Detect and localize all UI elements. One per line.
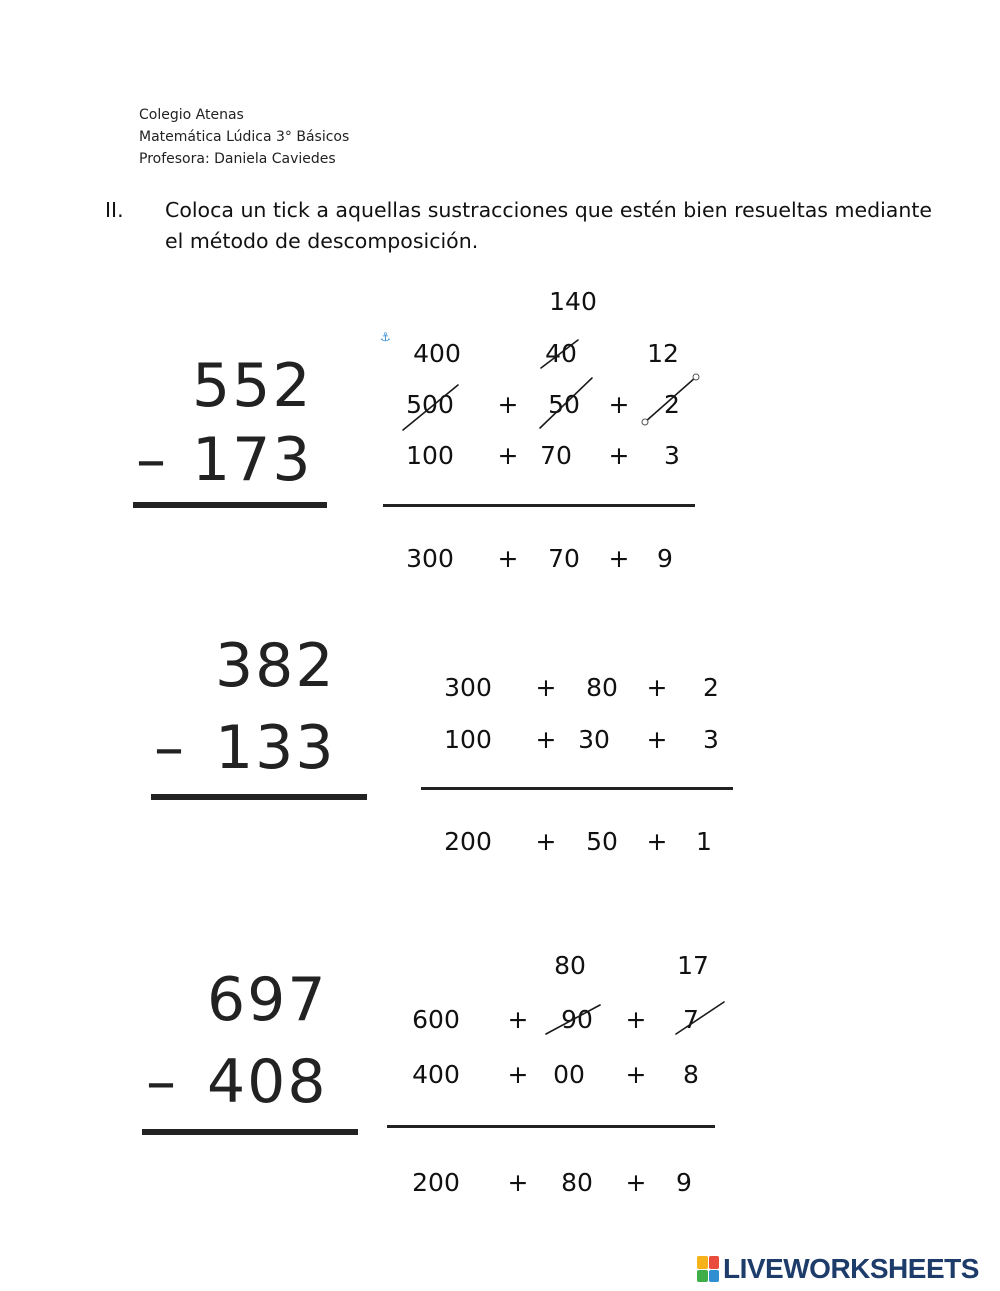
ex3-subtrahend: 408: [207, 1047, 328, 1117]
ex1-row2-plus: +: [608, 441, 630, 470]
logo-text: LIVEWORKSHEETS: [723, 1253, 979, 1284]
ex1-result-plus: +: [497, 544, 519, 573]
strike-handle[interactable]: [693, 374, 699, 380]
ex2-result-tens: 50: [586, 827, 618, 856]
ex1-result-ones: 9: [657, 544, 673, 573]
strike-2: [645, 377, 696, 422]
ex1-row2-ones: 3: [664, 441, 680, 470]
ex1-row1-plus: +: [497, 390, 519, 419]
logo-block: [709, 1256, 720, 1269]
ex3-row1-ones: 7: [683, 1005, 699, 1034]
ex2-row1-plus: +: [646, 673, 668, 702]
ex3-result-ones: 9: [676, 1168, 692, 1197]
course-name: Matemática Lúdica 3° Básicos: [139, 129, 350, 145]
ex2-row2-hundreds: 100: [444, 725, 492, 754]
strike-40: [541, 340, 578, 368]
ex2-row1-tens: 80: [586, 673, 618, 702]
strike-handle[interactable]: [642, 419, 648, 425]
strike-50: [540, 378, 592, 428]
ex1-regroup-tens: 40: [545, 339, 577, 368]
ex1-row1-tens: 50: [548, 390, 580, 419]
school-name: Colegio Atenas: [139, 107, 244, 123]
strike-500: [403, 385, 458, 430]
ex2-minuend: 382: [215, 631, 336, 701]
ex2-row1-ones: 2: [703, 673, 719, 702]
ex1-result-plus: +: [608, 544, 630, 573]
ex1-regroup-top: 140: [549, 287, 597, 316]
ex2-result-plus: +: [535, 827, 557, 856]
ex1-row2-hundreds: 100: [406, 441, 454, 470]
ex2-result-ones: 1: [696, 827, 712, 856]
ex1-result-hundreds: 300: [406, 544, 454, 573]
ex3-minus-sign: –: [146, 1047, 178, 1117]
ex3-row1-tens: 90: [561, 1005, 593, 1034]
ex1-row1-plus: +: [608, 390, 630, 419]
ex1-row2-plus: +: [497, 441, 519, 470]
ex1-regroup-ones: 12: [647, 339, 679, 368]
ex3-result-plus: +: [507, 1168, 529, 1197]
ex1-row2-tens: 70: [540, 441, 572, 470]
ex3-regroup-tens: 80: [554, 951, 586, 980]
ex2-row1-hundreds: 300: [444, 673, 492, 702]
ex1-regroup-hundreds: 400: [413, 339, 461, 368]
strike-90: [546, 1005, 600, 1034]
ex3-result-plus: +: [625, 1168, 647, 1197]
logo-block: [697, 1256, 708, 1269]
ex2-row2-ones: 3: [703, 725, 719, 754]
ex2-row2-plus: +: [646, 725, 668, 754]
ex1-minuend: 552: [192, 351, 313, 421]
ex2-result-plus: +: [646, 827, 668, 856]
ex2-row1-plus: +: [535, 673, 557, 702]
anchor-icon: ⚓: [380, 330, 391, 344]
ex3-result-hundreds: 200: [412, 1168, 460, 1197]
ex1-result-tens: 70: [548, 544, 580, 573]
ex3-row2-plus: +: [507, 1060, 529, 1089]
instruction-line-1: Coloca un tick a aquellas sustracciones que estén bien resueltas mediante: [165, 198, 932, 222]
ex1-row1-hundreds: 500: [406, 390, 454, 419]
strike-7: [676, 1002, 724, 1034]
ex3-row2-plus: +: [625, 1060, 647, 1089]
ex3-row2-tens: 00: [553, 1060, 585, 1089]
ex2-result-hundreds: 200: [444, 827, 492, 856]
section-numeral: II.: [105, 198, 124, 222]
ex3-regroup-ones: 17: [677, 951, 709, 980]
logo-block: [709, 1270, 720, 1283]
ex1-subtrahend: 173: [192, 425, 313, 495]
ex1-minus-sign: –: [136, 425, 168, 495]
ex3-minuend: 697: [207, 965, 328, 1035]
ex3-row1-plus: +: [507, 1005, 529, 1034]
instruction-line-2: el método de descomposición.: [165, 229, 479, 253]
ex2-row2-plus: +: [535, 725, 557, 754]
ex3-result-tens: 80: [561, 1168, 593, 1197]
logo-blocks-icon: [697, 1256, 719, 1282]
ex2-row2-tens: 30: [578, 725, 610, 754]
ex1-row1-ones: 2: [664, 390, 680, 419]
ex3-row2-hundreds: 400: [412, 1060, 460, 1089]
teacher-name: Profesora: Daniela Caviedes: [139, 151, 336, 167]
ex2-subtrahend: 133: [215, 713, 336, 783]
ex3-row1-hundreds: 600: [412, 1005, 460, 1034]
ex2-minus-sign: –: [154, 713, 186, 783]
logo-block: [697, 1270, 708, 1283]
liveworksheets-logo: [697, 1254, 979, 1284]
ex3-row1-plus: +: [625, 1005, 647, 1034]
ex3-row2-ones: 8: [683, 1060, 699, 1089]
